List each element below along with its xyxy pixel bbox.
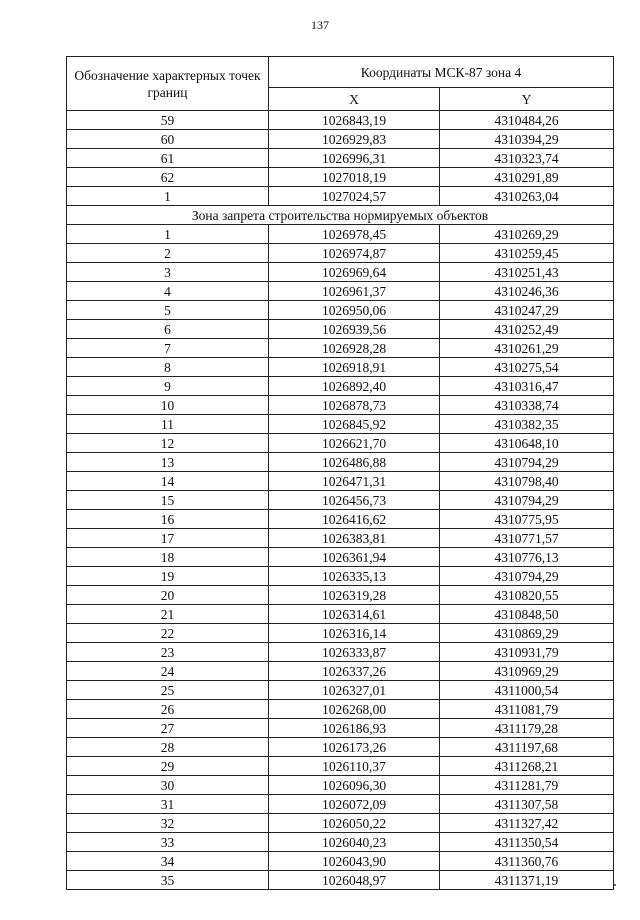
point-number-cell: 19 (67, 567, 269, 586)
y-coordinate-cell: 4310259,45 (440, 244, 614, 263)
section-title-body (67, 206, 614, 225)
table-row (67, 472, 614, 491)
y-coordinate-cell: 4311081,79 (440, 700, 614, 719)
y-coordinate-cell: 4310247,29 (440, 301, 614, 320)
table-row (67, 396, 614, 415)
y-coordinate-cell: 4310775,95 (440, 510, 614, 529)
x-coordinate-cell: 1026173,26 (269, 738, 440, 757)
y-coordinate-cell: 4310316,47 (440, 377, 614, 396)
page-number: 137 (311, 18, 329, 32)
point-number-cell: 30 (67, 776, 269, 795)
x-coordinate-cell: 1026110,37 (269, 757, 440, 776)
table-row (67, 681, 614, 700)
x-coordinate-cell: 1026361,94 (269, 548, 440, 567)
x-coordinate-cell: 1026978,45 (269, 225, 440, 244)
x-coordinate-cell: 1026996,31 (269, 149, 440, 168)
x-coordinate-cell: 1026416,62 (269, 510, 440, 529)
x-coordinate-cell: 1026621,70 (269, 434, 440, 453)
header-point-designation: Обозначение характерных точек границ (67, 57, 269, 111)
y-coordinate-cell: 4310794,29 (440, 453, 614, 472)
y-coordinate-cell: 4310484,26 (440, 111, 614, 130)
table-body-bottom (67, 225, 614, 890)
x-coordinate-cell: 1026918,91 (269, 358, 440, 377)
x-coordinate-cell: 1026050,22 (269, 814, 440, 833)
point-number-cell: 27 (67, 719, 269, 738)
header-coordinates-system: Координаты МСК-87 зона 4 (269, 57, 614, 88)
y-coordinate-cell: 4310269,29 (440, 225, 614, 244)
scan-speck (614, 884, 616, 886)
point-number-cell: 4 (67, 282, 269, 301)
table-row (67, 244, 614, 263)
x-coordinate-cell: 1026337,26 (269, 662, 440, 681)
table-row (67, 529, 614, 548)
table-row (67, 814, 614, 833)
x-coordinate-cell: 1026314,61 (269, 605, 440, 624)
table-row (67, 738, 614, 757)
table-row (67, 358, 614, 377)
x-coordinate-cell: 1026335,13 (269, 567, 440, 586)
y-coordinate-cell: 4311000,54 (440, 681, 614, 700)
table-body-top (67, 111, 614, 206)
x-coordinate-cell: 1026333,87 (269, 643, 440, 662)
y-coordinate-cell: 4311327,42 (440, 814, 614, 833)
table-row (67, 111, 614, 130)
point-number-cell: 20 (67, 586, 269, 605)
point-number-cell: 29 (67, 757, 269, 776)
table-row (67, 624, 614, 643)
x-coordinate-cell: 1026319,28 (269, 586, 440, 605)
x-coordinate-cell: 1026486,88 (269, 453, 440, 472)
x-coordinate-cell: 1026327,01 (269, 681, 440, 700)
x-coordinate-cell: 1026043,90 (269, 852, 440, 871)
section-title-row (67, 206, 614, 225)
point-number-cell: 12 (67, 434, 269, 453)
table-row (67, 225, 614, 244)
table-row (67, 795, 614, 814)
table-row (67, 567, 614, 586)
header-y: Y (440, 88, 614, 111)
x-coordinate-cell: 1026316,14 (269, 624, 440, 643)
y-coordinate-cell: 4311307,58 (440, 795, 614, 814)
point-number-cell: 15 (67, 491, 269, 510)
table-row (67, 453, 614, 472)
y-coordinate-cell: 4310931,79 (440, 643, 614, 662)
y-coordinate-cell: 4310323,74 (440, 149, 614, 168)
point-number-cell: 2 (67, 244, 269, 263)
y-coordinate-cell: 4310291,89 (440, 168, 614, 187)
y-coordinate-cell: 4310251,43 (440, 263, 614, 282)
point-number-cell: 17 (67, 529, 269, 548)
y-coordinate-cell: 4311179,28 (440, 719, 614, 738)
x-coordinate-cell: 1026928,28 (269, 339, 440, 358)
y-coordinate-cell: 4310261,29 (440, 339, 614, 358)
x-coordinate-cell: 1026974,87 (269, 244, 440, 263)
x-coordinate-cell: 1026072,09 (269, 795, 440, 814)
point-number-cell: 5 (67, 301, 269, 320)
table-row (67, 548, 614, 567)
point-number-cell: 6 (67, 320, 269, 339)
x-coordinate-cell: 1026929,83 (269, 130, 440, 149)
point-number-cell: 32 (67, 814, 269, 833)
y-coordinate-cell: 4310776,13 (440, 548, 614, 567)
y-coordinate-cell: 4310648,10 (440, 434, 614, 453)
point-number-cell: 9 (67, 377, 269, 396)
x-coordinate-cell: 1026383,81 (269, 529, 440, 548)
y-coordinate-cell: 4310969,29 (440, 662, 614, 681)
x-coordinate-cell: 1027024,57 (269, 187, 440, 206)
x-coordinate-cell: 1026186,93 (269, 719, 440, 738)
y-coordinate-cell: 4310263,04 (440, 187, 614, 206)
table-row (67, 719, 614, 738)
x-coordinate-cell: 1026845,92 (269, 415, 440, 434)
x-coordinate-cell: 1026048,97 (269, 871, 440, 890)
coordinates-table (66, 56, 614, 890)
table-row (67, 757, 614, 776)
point-number-cell: 33 (67, 833, 269, 852)
x-coordinate-cell: 1026950,06 (269, 301, 440, 320)
table-row (67, 586, 614, 605)
y-coordinate-cell: 4311268,21 (440, 757, 614, 776)
point-number-cell: 21 (67, 605, 269, 624)
y-coordinate-cell: 4310252,49 (440, 320, 614, 339)
y-coordinate-cell: 4311281,79 (440, 776, 614, 795)
x-coordinate-cell: 1026268,00 (269, 700, 440, 719)
point-number-cell: 14 (67, 472, 269, 491)
section-title: Зона запрета строительства нормируемых объектов (67, 206, 614, 225)
table-row (67, 130, 614, 149)
y-coordinate-cell: 4310794,29 (440, 491, 614, 510)
point-number-cell: 35 (67, 871, 269, 890)
point-number-cell: 3 (67, 263, 269, 282)
point-number-cell: 7 (67, 339, 269, 358)
x-coordinate-cell: 1026456,73 (269, 491, 440, 510)
x-coordinate-cell: 1026939,56 (269, 320, 440, 339)
table-row (67, 187, 614, 206)
y-coordinate-cell: 4310798,40 (440, 472, 614, 491)
table-row (67, 168, 614, 187)
point-number-cell: 59 (67, 111, 269, 130)
x-coordinate-cell: 1027018,19 (269, 168, 440, 187)
y-coordinate-cell: 4311197,68 (440, 738, 614, 757)
table-row (67, 263, 614, 282)
y-coordinate-cell: 4310275,54 (440, 358, 614, 377)
y-coordinate-cell: 4311360,76 (440, 852, 614, 871)
point-number-cell: 34 (67, 852, 269, 871)
point-number-cell: 8 (67, 358, 269, 377)
point-number-cell: 31 (67, 795, 269, 814)
table-row (67, 377, 614, 396)
y-coordinate-cell: 4310382,35 (440, 415, 614, 434)
y-coordinate-cell: 4310794,29 (440, 567, 614, 586)
point-number-cell: 13 (67, 453, 269, 472)
y-coordinate-cell: 4310848,50 (440, 605, 614, 624)
table-row (67, 776, 614, 795)
table-row (67, 871, 614, 890)
table-header (67, 57, 614, 111)
point-number-cell: 28 (67, 738, 269, 757)
table-row (67, 301, 614, 320)
header-x: X (269, 88, 440, 111)
table-row (67, 415, 614, 434)
point-number-cell: 24 (67, 662, 269, 681)
table-row (67, 149, 614, 168)
table-row (67, 339, 614, 358)
point-number-cell: 62 (67, 168, 269, 187)
point-number-cell: 1 (67, 187, 269, 206)
point-number-cell: 22 (67, 624, 269, 643)
point-number-cell: 11 (67, 415, 269, 434)
y-coordinate-cell: 4310338,74 (440, 396, 614, 415)
x-coordinate-cell: 1026878,73 (269, 396, 440, 415)
point-number-cell: 23 (67, 643, 269, 662)
table-row (67, 643, 614, 662)
y-coordinate-cell: 4310820,55 (440, 586, 614, 605)
y-coordinate-cell: 4310394,29 (440, 130, 614, 149)
y-coordinate-cell: 4311371,19 (440, 871, 614, 890)
x-coordinate-cell: 1026471,31 (269, 472, 440, 491)
y-coordinate-cell: 4310246,36 (440, 282, 614, 301)
table-row (67, 662, 614, 681)
point-number-cell: 61 (67, 149, 269, 168)
table-row (67, 491, 614, 510)
x-coordinate-cell: 1026892,40 (269, 377, 440, 396)
point-number-cell: 25 (67, 681, 269, 700)
point-number-cell: 26 (67, 700, 269, 719)
table-row (67, 434, 614, 453)
x-coordinate-cell: 1026843,19 (269, 111, 440, 130)
table-row (67, 320, 614, 339)
x-coordinate-cell: 1026969,64 (269, 263, 440, 282)
table-row (67, 605, 614, 624)
point-number-cell: 1 (67, 225, 269, 244)
x-coordinate-cell: 1026096,30 (269, 776, 440, 795)
point-number-cell: 10 (67, 396, 269, 415)
point-number-cell: 16 (67, 510, 269, 529)
x-coordinate-cell: 1026961,37 (269, 282, 440, 301)
y-coordinate-cell: 4310771,57 (440, 529, 614, 548)
table-row (67, 833, 614, 852)
table-row (67, 700, 614, 719)
point-number-cell: 60 (67, 130, 269, 149)
table-row (67, 282, 614, 301)
table-row (67, 510, 614, 529)
header-row-1 (67, 57, 614, 88)
y-coordinate-cell: 4311350,54 (440, 833, 614, 852)
point-number-cell: 18 (67, 548, 269, 567)
y-coordinate-cell: 4310869,29 (440, 624, 614, 643)
x-coordinate-cell: 1026040,23 (269, 833, 440, 852)
table-row (67, 852, 614, 871)
